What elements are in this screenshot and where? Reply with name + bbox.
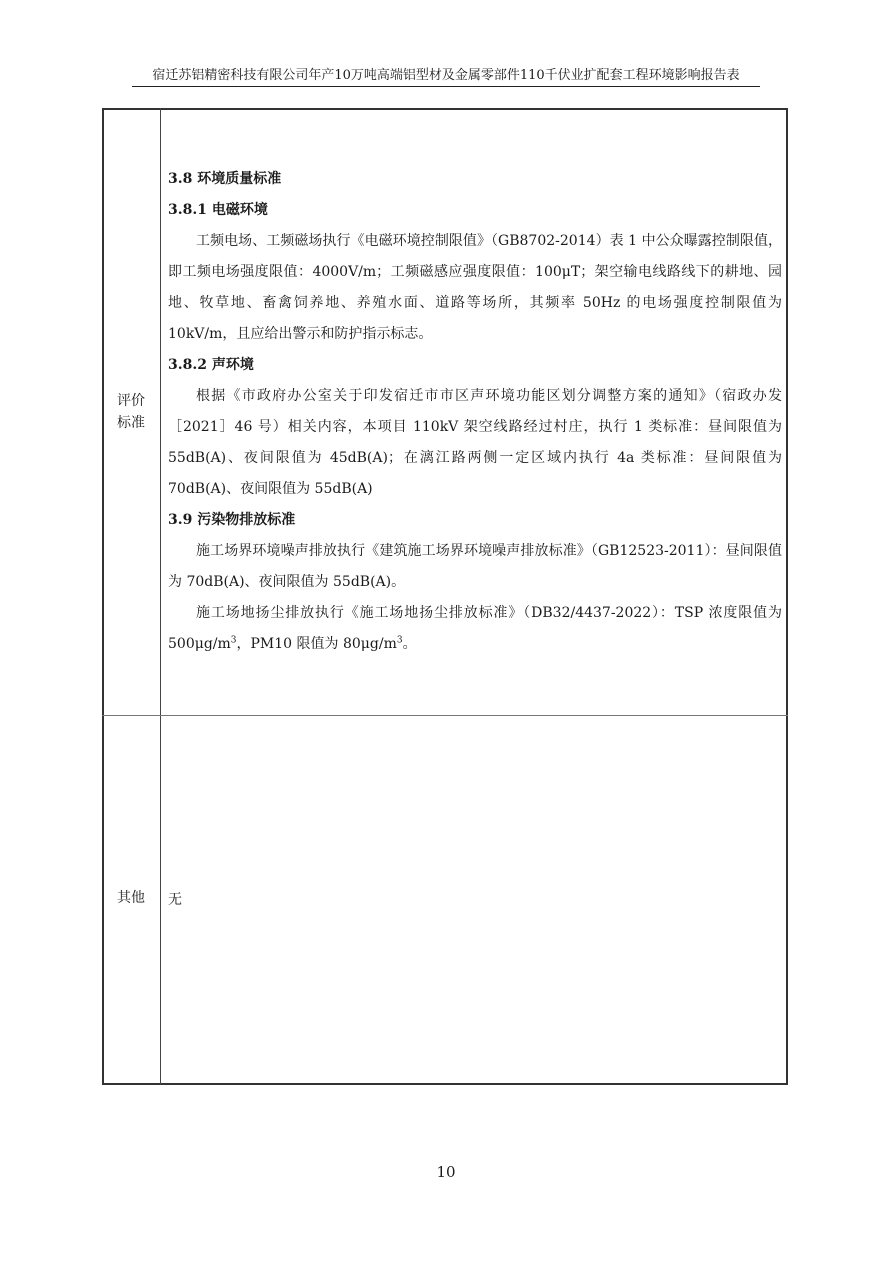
section-heading-3-9: 3.9 污染物排放标准 [168,512,296,528]
running-header: 宿迁苏铝精密科技有限公司年产10万吨高端铝型材及金属零部件110千伏业扩配套工程环境影响报告表 [132,64,760,87]
row-label-other-text: 其他 [117,890,145,906]
paragraph-construction-dust [168,598,782,660]
page-number: 10 [436,1163,456,1181]
section-heading-3-8-2: 3.8.2 声环境 [168,357,254,373]
table-column-divider [160,108,161,1085]
row-label-line-2: 标准 [117,415,145,431]
superscript-cubed-1: 3 [230,635,237,646]
row-label-line-1: 评价 [117,393,145,409]
table-row-divider [102,715,788,716]
dust-text-3: 。 [402,636,417,652]
section-heading-3-8: 3.8 环境质量标准 [168,171,282,187]
dust-text-2: ，PM10 限值为 80μg/m [236,636,397,652]
dust-text-1: 施工场地扬尘排放执行《施工场地扬尘排放标准》（DB32/4437-2022）：TSP 浓度限值为 500μg/m [168,605,782,652]
paragraph-acoustic: 根据《市政府办公室关于印发宿迁市市区声环境功能区划分调整方案的通知》（宿政办发［2021］46 号）相关内容，本项目 110kV 架空线路经过村庄，执行 1 类标准：昼间限值为 55dB(A)、夜间限值为 45dB(A)；在漓江路两侧一定区域内执行 4a 类标准：昼间限值为 70dB(A)、夜间限值为 55dB(A) [168,388,782,497]
section-heading-3-8-1: 3.8.1 电磁环境 [168,202,268,218]
other-value: 无 [168,892,182,908]
row-label-evaluation-standard [102,390,160,434]
evaluation-standard-content [168,164,782,660]
superscript-cubed-2: 3 [396,635,403,646]
row-label-other [102,887,160,909]
paragraph-construction-noise: 施工场界环境噪声排放执行《建筑施工场界环境噪声排放标准》（GB12523-2011）：昼间限值为 70dB(A)、夜间限值为 55dB(A)。 [168,543,782,590]
paragraph-electromagnetic: 工频电场、工频磁场执行《电磁环境控制限值》（GB8702-2014）表 1 中公众曝露控制限值，即工频电场强度限值：4000V/m；工频磁感应强度限值：100μT；架空输电线路线下的耕地、园地、牧草地、畜禽饲养地、养殖水面、道路等场所，其频率 50Hz 的电场强度控制限值为 10kV/m，且应给出警示和防护指示标志。 [168,233,782,342]
